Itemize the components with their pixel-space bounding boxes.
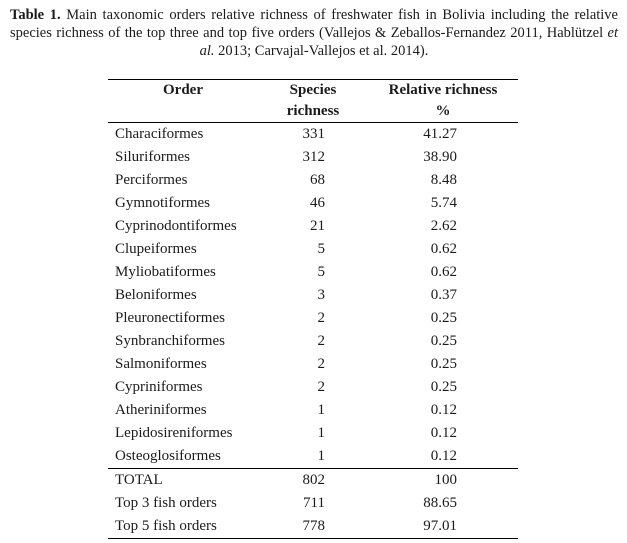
relative-richness-cell: 0.37 xyxy=(430,287,457,303)
order-cell: Top 3 fish orders xyxy=(115,495,217,511)
species-richness-cell: 802 xyxy=(302,472,325,488)
relative-richness-cell: 5.74 xyxy=(430,195,457,211)
relative-richness-cell: 88.65 xyxy=(423,495,457,511)
header-label-order: Order xyxy=(163,82,203,98)
species-richness-cell: 2 xyxy=(317,379,325,395)
species-richness-cell: 331 xyxy=(302,126,325,142)
table-row xyxy=(108,146,518,169)
relative-richness-cell: 97.01 xyxy=(423,518,457,534)
table-row xyxy=(108,123,518,147)
order-cell: Top 5 fish orders xyxy=(115,518,217,534)
table-row xyxy=(108,492,518,515)
table-row xyxy=(108,307,518,330)
header-label-relative-line1: Relative richness xyxy=(388,82,498,98)
order-cell: Cyprinodontiformes xyxy=(115,218,237,234)
table-row xyxy=(108,515,518,539)
order-cell: Atheriniformes xyxy=(115,402,207,418)
species-richness-cell: 1 xyxy=(317,448,325,464)
caption-segment: Table 1. xyxy=(10,7,61,23)
species-richness-cell: 2 xyxy=(317,356,325,372)
species-richness-cell: 778 xyxy=(302,518,325,534)
order-cell: Myliobatiformes xyxy=(115,264,216,280)
relative-richness-cell: 0.25 xyxy=(430,356,457,372)
relative-richness-cell: 38.90 xyxy=(423,149,457,165)
order-cell: Pleuronectiformes xyxy=(115,310,225,326)
table-row xyxy=(108,422,518,445)
table-row xyxy=(108,215,518,238)
table-row xyxy=(108,261,518,284)
order-cell: TOTAL xyxy=(115,472,163,488)
table-row xyxy=(108,445,518,469)
relative-richness-cell: 8.48 xyxy=(430,172,457,188)
species-richness-cell: 711 xyxy=(303,495,325,511)
table-row xyxy=(108,399,518,422)
order-cell: Gymnotiformes xyxy=(115,195,210,211)
order-cell: Perciformes xyxy=(115,172,188,188)
table-row xyxy=(108,469,518,493)
table-row xyxy=(108,238,518,261)
species-richness-cell: 68 xyxy=(310,172,325,188)
species-richness-cell: 21 xyxy=(310,218,325,234)
header-label-species-line2: richness xyxy=(286,103,340,119)
table-caption xyxy=(0,0,627,60)
species-richness-cell: 1 xyxy=(317,402,325,418)
relative-richness-cell: 0.12 xyxy=(430,402,457,418)
relative-richness-cell: 0.12 xyxy=(430,448,457,464)
table-header xyxy=(108,80,518,123)
species-richness-cell: 46 xyxy=(310,195,325,211)
order-cell: Lepidosireniformes xyxy=(115,425,233,441)
relative-richness-cell: 0.62 xyxy=(430,264,457,280)
table-body xyxy=(108,123,518,469)
column-header-species xyxy=(258,80,368,123)
caption-segment: Main taxonomic orders relative richness of freshwater fish in Bolivia including the relative species richness of the top three and top five orders (Vallejos & Zeballos-Fernandez 2011, Hablützel xyxy=(10,7,618,41)
relative-richness-cell: 100 xyxy=(434,472,457,488)
species-richness-cell: 3 xyxy=(317,287,325,303)
taxonomic-orders-table xyxy=(108,79,518,539)
relative-richness-cell: 0.25 xyxy=(430,379,457,395)
species-richness-cell: 5 xyxy=(317,241,325,257)
header-label-relative-line2: % xyxy=(435,103,451,119)
species-richness-cell: 2 xyxy=(317,333,325,349)
relative-richness-cell: 0.25 xyxy=(430,310,457,326)
species-richness-cell: 2 xyxy=(317,310,325,326)
table-row xyxy=(108,169,518,192)
relative-richness-cell: 0.12 xyxy=(430,425,457,441)
table-summary xyxy=(108,469,518,539)
order-cell: Characiformes xyxy=(115,126,204,142)
order-cell: Beloniformes xyxy=(115,287,197,303)
caption-segment: 2013; Carvajal-Vallejos et al. 2014). xyxy=(214,43,429,59)
relative-richness-cell: 0.25 xyxy=(430,333,457,349)
order-cell: Osteoglosiformes xyxy=(115,448,221,464)
table-row xyxy=(108,192,518,215)
table-row xyxy=(108,330,518,353)
species-richness-cell: 5 xyxy=(317,264,325,280)
table-container xyxy=(108,79,518,539)
table-row xyxy=(108,353,518,376)
caption-segment: et al. xyxy=(199,25,618,59)
species-richness-cell: 312 xyxy=(302,149,325,165)
table-row xyxy=(108,376,518,399)
relative-richness-cell: 41.27 xyxy=(423,126,457,142)
table-row xyxy=(108,284,518,307)
order-cell: Synbranchiformes xyxy=(115,333,225,349)
column-header-relative xyxy=(368,80,518,123)
order-cell: Cypriniformes xyxy=(115,379,203,395)
column-header-order xyxy=(108,80,258,123)
relative-richness-cell: 2.62 xyxy=(430,218,457,234)
order-cell: Clupeiformes xyxy=(115,241,197,257)
species-richness-cell: 1 xyxy=(317,425,325,441)
relative-richness-cell: 0.62 xyxy=(430,241,457,257)
header-label-species-line1: Species xyxy=(289,82,337,98)
header-row xyxy=(108,80,518,123)
order-cell: Salmoniformes xyxy=(115,356,207,372)
order-cell: Siluriformes xyxy=(115,149,190,165)
